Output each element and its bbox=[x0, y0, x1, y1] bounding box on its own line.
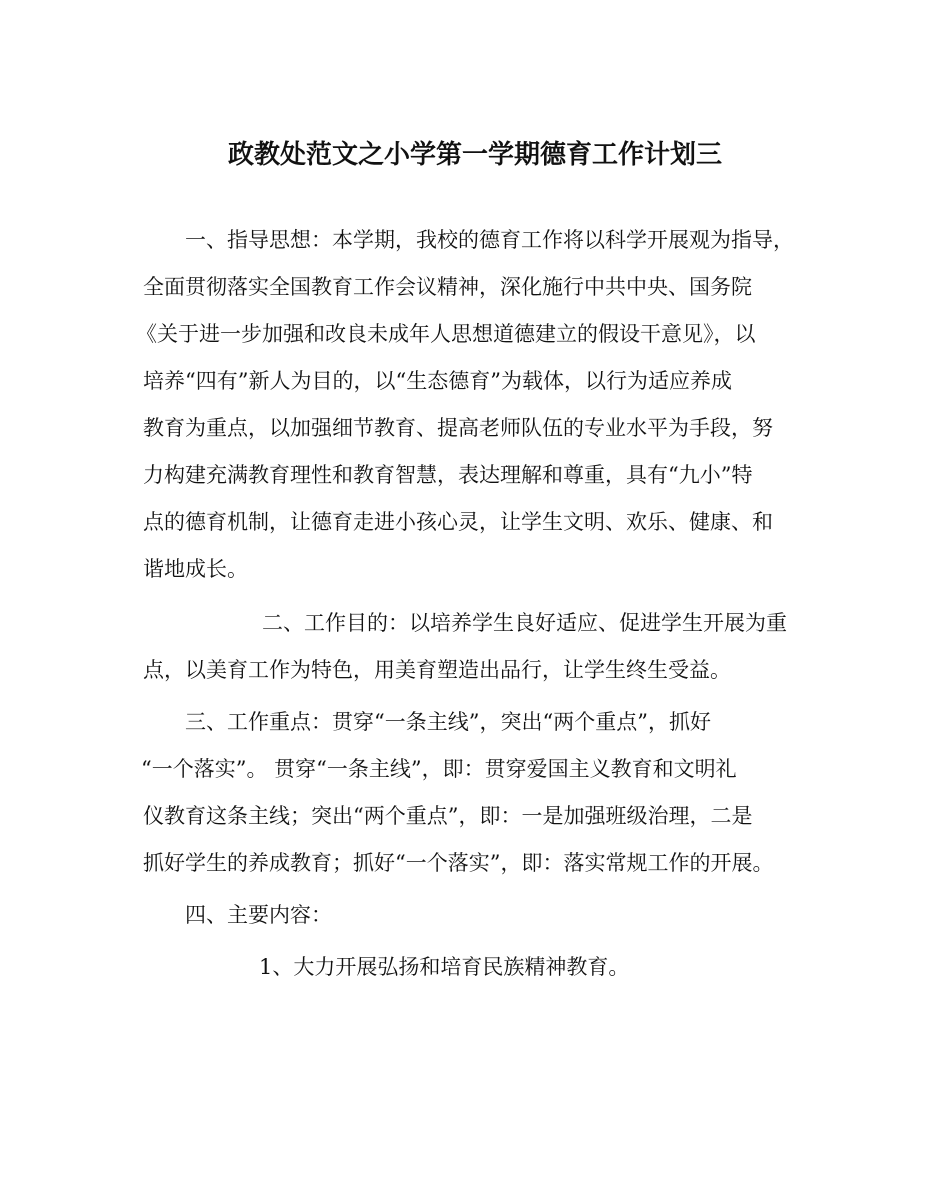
paragraph-line: 三、工作重点：贯穿“一条主线”，突出“两个重点”，抓好 bbox=[185, 710, 711, 734]
paragraph-line: 谐地成长。 bbox=[143, 557, 248, 581]
document-title: 政教处范文之小学第一学期德育工作计划三 bbox=[227, 140, 722, 170]
paragraph-line: 一、指导思想：本学期，我校的德育工作将以科学开展观为指导， bbox=[185, 228, 794, 252]
section-heading: 四、主要内容： bbox=[185, 903, 332, 927]
paragraph-line: 教育为重点，以加强细节教育、提高老师队伍的专业水平为手段，努 bbox=[143, 416, 773, 440]
paragraph-line: 培养“四有”新人为目的，以“生态德育”为载体，以行为适应养成 bbox=[143, 369, 732, 393]
paragraph-line: 二、工作目的：以培养学生良好适应、促进学生开展为重 bbox=[262, 611, 787, 635]
paragraph-line: 抓好学生的养成教育；抓好“一个落实”，即：落实常规工作的开展。 bbox=[143, 851, 774, 875]
list-item: 1、大力开展弘扬和培育民族精神教育。 bbox=[259, 955, 630, 979]
paragraph-line: 全面贯彻落实全国教育工作会议精神，深化施行中共中央、国务院 bbox=[143, 275, 752, 299]
paragraph-line: 点，以美育工作为特色，用美育塑造出品行，让学生终生受益。 bbox=[143, 658, 731, 682]
paragraph-line: 点的德育机制，让德育走进小孩心灵，让学生文明、欢乐、健康、和 bbox=[143, 510, 773, 534]
paragraph-line: 《关于进一步加强和改良未成年人思想道德建立的假设干意见》，以 bbox=[136, 322, 756, 346]
paragraph-line: 仪教育这条主线；突出“两个重点”，即：一是加强班级治理，二是 bbox=[143, 804, 753, 828]
paragraph-line: “一个落实”。 贯穿“一条主线”，即：贯穿爱国主义教育和文明礼 bbox=[141, 757, 737, 781]
paragraph-line: 力构建充满教育理性和教育智慧，表达理解和尊重，具有“九小”特 bbox=[143, 463, 753, 487]
